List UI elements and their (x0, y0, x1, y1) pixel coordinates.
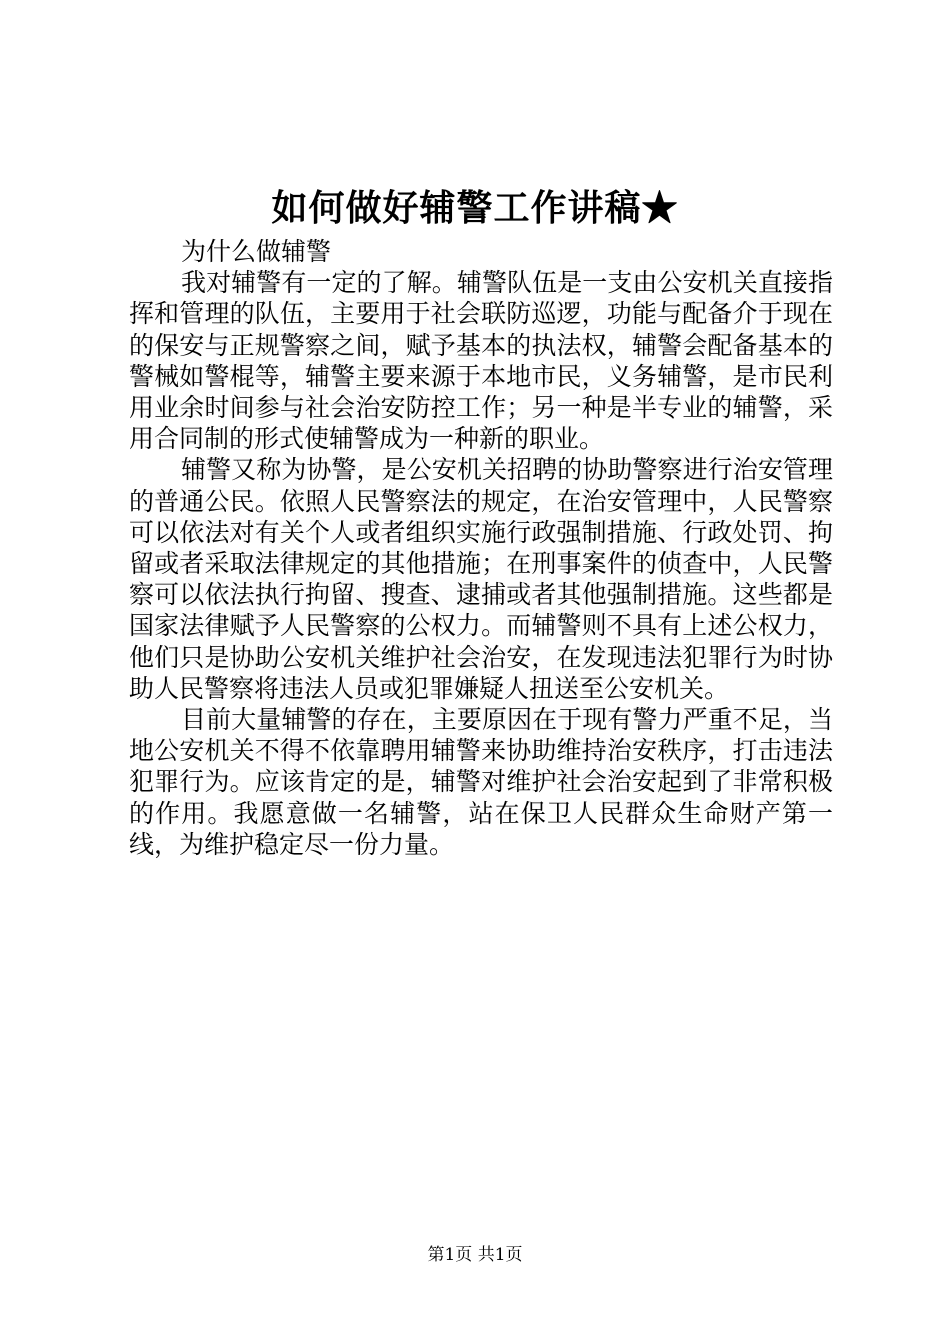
paragraph: 目前大量辅警的存在，主要原因在于现有警力严重不足，当地公安机关不得不依靠聘用辅警来协助维持治安秩序，打击违法犯罪行为。应该肯定的是，辅警对维护社会治安起到了非常积极的作用。我愿意做一名辅警，站在保卫人民群众生命财产第一线，为维护稳定尽一份力量。 (129, 705, 833, 859)
document-body (129, 236, 833, 860)
paragraph-heading: 为什么做辅警 (181, 237, 332, 266)
document-title: 如何做好辅警工作讲稿★ (271, 187, 679, 229)
page-footer: 第1页 共1页 (427, 1245, 523, 1265)
paragraph: 辅警又称为协警，是公安机关招聘的协助警察进行治安管理的普通公民。依照人民警察法的规定，在治安管理中，人民警察可以依法对有关个人或者组织实施行政强制措施、行政处罚、拘留或者采取法律规定的其他措施；在刑事案件的侦查中，人民警察可以依法执行拘留、搜查、逮捕或者其他强制措施。这些都是国家法律赋予人民警察的公权力。而辅警则不具有上述公权力，他们只是协助公安机关维护社会治安，在发现违法犯罪行为时协助人民警察将违法人员或犯罪嫌疑人扭送至公安机关。 (129, 455, 833, 703)
paragraph: 我对辅警有一定的了解。辅警队伍是一支由公安机关直接指挥和管理的队伍，主要用于社会联防巡逻，功能与配备介于现在的保安与正规警察之间，赋予基本的执法权，辅警会配备基本的警械如警棍等，辅警主要来源于本地市民，义务辅警，是市民利用业余时间参与社会治安防控工作；另一种是半专业的辅警，采用合同制的形式使辅警成为一种新的职业。 (129, 268, 833, 454)
